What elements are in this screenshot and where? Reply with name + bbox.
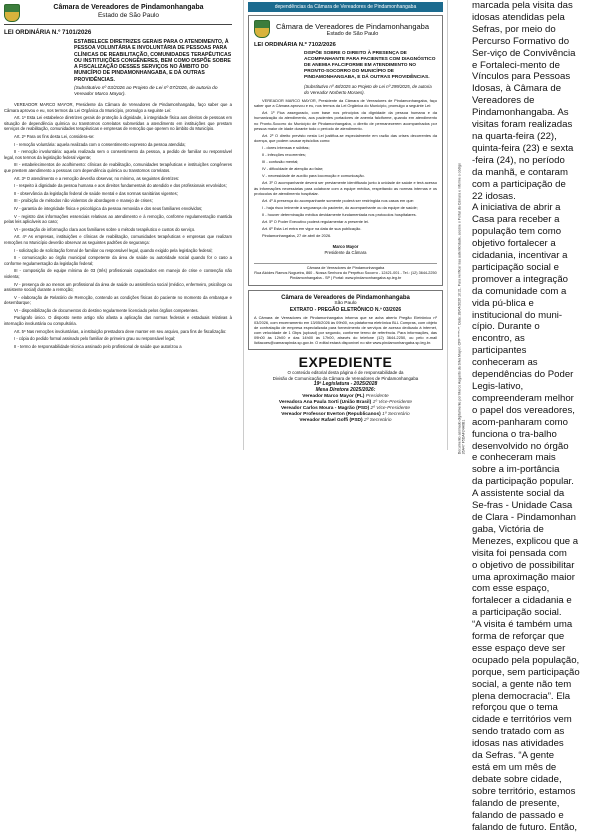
article-line: compreenderam melhor — [472, 392, 574, 404]
article-line: A iniciativa de abrir a — [472, 202, 561, 214]
law-title: LEI ORDINÁRIA N.º 7102/2026 — [254, 42, 336, 48]
law-paragraph: Art. 3º O atendimento e a remoção deverão observar, no mínimo, as seguintes diretrizes: — [14, 175, 180, 181]
article-line: com esse espaço, — [472, 583, 550, 595]
board-label: Mesa Diretora 2025/2026: — [315, 387, 376, 394]
article-line: Se-fras - Unidade Casa — [472, 500, 573, 512]
article-line: participantes — [472, 345, 527, 357]
article-line: vida pú-blica e — [472, 297, 534, 309]
left-column-law-7101 — [0, 0, 238, 450]
article-line: Vereadores de — [472, 95, 535, 107]
article-line: reforçou que o tema — [472, 702, 558, 714]
law-7102-box — [248, 15, 443, 286]
law-paragraph: II - termo de responsabilidade técnica assinado pelo profissional de saúde que autorizou a — [14, 343, 182, 349]
article-line: objetivo fortalecer a — [472, 238, 556, 250]
article-line: da comunidade com a — [472, 285, 567, 297]
board-member: Vereador Rafael Goffi (PSD) 2º Secretário — [299, 417, 392, 423]
expediente-title: EXPEDIENTE — [298, 354, 393, 371]
article-line: acom-panharam como — [472, 416, 568, 428]
article-line: Idosas, à Câmara de — [472, 83, 562, 95]
law-paragraph: I - cópia do pedido formal assinado pelo familiar de primeiro grau ou responsável legal; — [14, 336, 176, 342]
article-line: institucional do muni- — [472, 309, 563, 321]
expediente-section — [248, 354, 443, 423]
article-line: a participação social. — [472, 607, 562, 619]
article-line: uma aproximação maior — [472, 571, 575, 583]
law-paragraph: III - estabelecimentos de acolhimento: clínicas de reabilitação, comunidades terapêuticas e instituições congêneres que prestem atendimento a pessoas com dependência química ou transtornos correlatos. — [4, 162, 232, 174]
law-paragraph: III - composição de equipe mínima de 03 (três) profissionais capacitados em manejo de crise e contenção não violenta; — [4, 268, 232, 279]
article-line: Vínculos para Pessoas — [472, 71, 571, 83]
article-line: -feira (24), no período — [472, 154, 565, 166]
article-line: forma de reforçar que — [472, 631, 565, 643]
article-line: da Sefras. “A gente — [472, 750, 555, 762]
law-paragraph: V - elaboração de Relatório de Remoção, contendo as condições físicas do paciente no momento da embarque e desembarque; — [4, 294, 232, 306]
footer-line: Rua Alcides Ramos Nogueira, 860 - Nossa Senhora do Perpétuo Socorro - 12421-001 - Tel.: (12) 3644-2250 — [254, 271, 437, 276]
law-paragraph: IV - presença de ao menos um profissional da área de saúde ou assistência social (médico, enfermeiro, psicólogo ou assistente social) durante a remoção; — [4, 281, 232, 293]
law-substitute-note: (Substitutivo nº 03/2026 ao Projeto de Lei nº 07/2026, de autoria do Vereador Marco Mayor). — [74, 86, 218, 98]
city-crest-icon — [4, 4, 20, 22]
chamber-name: Câmara de Vereadores de Pindamonhangaba — [53, 4, 204, 11]
article-line: visitas foram realizadas — [472, 119, 573, 131]
article-line: promover a integração — [472, 273, 568, 285]
article-line: da manhã, e contaram — [472, 166, 568, 178]
law-paragraph: VEREADOR MARCO MAYOR, Presidente da Câmara de Vereadores de Pindamonhangaba, faço saber que a Câmara aprovou e eu, nos termos da Lei Orgânica do Município, promulgo a seguinte Lei: — [4, 102, 232, 113]
article-line: sobre a im-portância — [472, 464, 560, 476]
law-paragraph: II - houver determinação médica devidamente fundamentada nos protocolos hospitalares. — [262, 211, 417, 217]
article-line: gaba, Victória de — [472, 523, 544, 535]
article-line: participação social e — [472, 261, 559, 273]
article-line: encontro, as — [472, 333, 525, 345]
article-line: funciona o tra-balho — [472, 428, 557, 440]
law-body — [4, 102, 232, 349]
article-line: de Clara - Pindamonhan — [472, 511, 576, 523]
article-line: cípio. Durante o — [472, 321, 540, 333]
board-member: Vereador Marco Mayor (PL) Presidente — [302, 393, 389, 399]
extract-title: EXTRATO - PREGÃO ELETRÔNICO N.º 03/2026 — [289, 307, 402, 314]
right-column-article — [468, 0, 600, 833]
article-line: com a participação de — [472, 178, 566, 190]
law-paragraph: II - observância da legislação federal de saúde mental e das normas sanitárias vigentes; — [14, 190, 178, 196]
article-line: falando de passado e — [472, 809, 564, 821]
law-paragraph: VI - prestação de informação clara aos familiares sobre o método terapêutico e custos do serviço. — [14, 226, 196, 232]
law-paragraph: III - proibição de métodos não violentos de abordagem e manejo de crises; — [14, 198, 153, 204]
law-paragraph: I - remoção voluntária: aquela realizada com o consentimento expresso da pessoa atendida; — [14, 141, 186, 147]
law-paragraph: IV - garantia de integridade física e psicológica da pessoa removida e dos seus familiares envolvidos; — [14, 205, 203, 211]
law-paragraph: II - comunicação ao órgão municipal competente da área de saúde ou autoridade social quando for o caso a conforme regulamentação da legislação federal; — [4, 255, 232, 266]
expediente-line: Divisão de Comunicação da Câmara de Vereadores de Pindamonhangaba — [272, 375, 419, 381]
signature-block — [254, 244, 437, 255]
article-line: A assistente social da — [472, 488, 565, 500]
legislature-label: 19ª Legislatura - 2025/2028 — [313, 381, 378, 388]
article-line: dependências do Poder — [472, 369, 574, 381]
article-line: o objetivo de possibilitar — [472, 559, 575, 571]
article-line: está em um mês de — [472, 762, 557, 773]
article-body — [472, 0, 600, 833]
document-signature-strip — [452, 0, 466, 455]
article-line: idosas atendidas pela — [472, 11, 565, 23]
article-line: Legis-lativo, — [472, 381, 524, 392]
article-line: e Fortaleci-mento de — [472, 59, 560, 71]
law-paragraph: I - haja risco iminente à segurança do paciente, do acompanhante ou da equipe de saúde; — [262, 204, 418, 210]
law-summary: DISPÕE SOBRE O DIREITO À PRESENÇA DE ACOMPANHANTE PARA PACIENTES COM DIAGNÓSTICO DE ANEMIA FALCIFORME EM ATENDIMENTO NO PRONTO-SOCORRO DO MUNICÍPIO DE PINDAMONHANGABA, E DÁ OUTRAS PROVIDÊNCIAS. — [304, 51, 436, 80]
article-line: Percurso Formativo do — [472, 35, 570, 47]
article-line: visita foi pensada com — [472, 547, 567, 559]
law-paragraph: Art. 6º Esta Lei entra em vigor na data de sua publicação. — [262, 226, 362, 232]
law-paragraph: Art. 1º Esta Lei estabelece diretrizes gerais de proteção à dignidade, à integridade física aos direitos de pessoas em situação de dependência química ou transtornos correlatos submetidas a atendimento em instituições que prestam serviços de reabilitação, comunidades terapêuticas e empresas de remoção que operem no âmbito do Município. — [4, 115, 232, 132]
law-paragraph: V - necessidade de auxílio para locomoção e comunicação. — [262, 173, 365, 179]
article-line: cidadania, incentivar a — [472, 250, 568, 262]
signer-name: Marco Mayor — [332, 244, 359, 250]
law-paragraph: III - confusão mental; — [262, 159, 299, 165]
law-paragraph: IV - dificuldade de atenção ao falar; — [262, 166, 324, 172]
law-paragraph: II - remoção involuntária: aquela realizada sem o consentimento da pessoa, a pedido de familiar ou responsável legal, nos termos da legislação federal vigente; — [4, 149, 232, 160]
article-line: 22 idosas. — [472, 190, 516, 202]
article-line: marcada pela visita das — [472, 0, 573, 11]
article-line: esse espaço deve ser — [472, 642, 566, 654]
article-line: desenvolvido no órgão — [472, 440, 569, 452]
chamber-state: Estado de São Paulo — [326, 30, 379, 37]
law-paragraph: Art. 4º As empresas, instituições e clínicas de reabilitação, comunidades terapêuticas e empresas que realizam remoções no Município deverão observar as seguintes padrões de segurança: — [4, 234, 232, 245]
article-line: da participação popular. — [472, 476, 574, 488]
article-line: Sefras, por meio do — [472, 23, 556, 35]
article-line: “A visita é também uma — [472, 619, 573, 631]
article-line: idosas nas atividades — [472, 738, 564, 750]
extract-state: São Paulo — [334, 301, 357, 307]
article-line: sobre território, estamos — [472, 785, 576, 797]
article-line: população tem como — [472, 226, 562, 238]
article-line: quinta-feira (23) e sexta — [472, 142, 574, 154]
article-line: fortalecer a cidadania e — [472, 595, 572, 607]
article-line: cidade e territórios vem — [472, 714, 572, 726]
law-paragraph: Pindamonhangaba, 27 de abril de 2026. — [262, 233, 332, 239]
article-line: falando de futuro. Então, — [472, 821, 578, 833]
law-substitute-note: (Substitutivo nº 48/2025 ao Projeto de Lei nº 299/2025, de autoria do Vereador Norberto Moraes). — [304, 84, 432, 95]
law-paragraph: Art. 5º O Poder Executivo poderá regulamentar a presente lei. — [262, 218, 369, 224]
article-line: e conheceram mais — [472, 452, 556, 464]
law-summary: ESTABELECE DIRETRIZES GERAIS PARA O ATENDIMENTO, À PESSOA VOLUNTÁRIA E INVOLUNTÁRIA DE PESSOAS PARA CLÍNICAS DE REABILITAÇÃO, COMUNIDADES TERAPÊUTICAS OU INSTITUIÇÕES CONGÊNERES, BEM COMO DISPÕE SOBRE A FISCALIZAÇÃO DESSES SERVIÇOS NO ÂMBITO DO MUNICÍPIO DE PINDAMONHANGABA, E DÁ OUTRAS PROVIDÊNCIAS. — [74, 39, 232, 83]
law-paragraph: Art. 2º O direito previsto nesta Lei justifica-se especialmente em razão das crises decorrentes da doença, que podem causar episódios como: — [254, 132, 437, 143]
board-member: Vereadora Ana Paula Sorti (União Brasil) 1º Vice-Presidente — [278, 399, 413, 405]
extract-body: A Câmara de Vereadores de Pindamonhangaba informa que se acha aberto Pregão Eletrônico nº 03/2026, com encerramento em 13/05/2026 às 09h00, na plataforma eletrônica BLL Compras, com objeto de contratação de empresa especializada para fornecimento de serviços de acesso dedicado à internet, com velocidade de 1 Gbps (upload) por segundo, conforme termo de referência. Para informações, das 09h00 às 12h00 e das 14h00 às 17h00, através do telefone (12) 3644-2250, ou pelo e-mail licitacoes@camarapinda.sp.gov.br. O edital estará disponível no site www.pindamonhangaba.sp.leg.br. — [254, 315, 437, 346]
section-band: dependências da Câmara de Vereadores de Pindamonhangaba — [248, 2, 443, 12]
law-paragraph: Parágrafo único. O disposto neste artigo não afasta a aplicação das normas federais e estaduais relativas à internação involuntária ou compulsória. — [4, 315, 232, 327]
law-paragraph: Art. 2º Para os fins desta Lei, considera-se: — [14, 134, 95, 140]
chamber-header — [4, 4, 232, 25]
middle-column — [243, 0, 448, 450]
law-paragraph: Art. 3º O acompanhante deverá ser previamente identificado junto à unidade de saúde e terá acesso às informações necessárias para colaborar com a equipe médica, respeitando as normas internas e os protocolos de atendimento hospitalar. — [254, 180, 437, 196]
article-line: o papel dos vereadores, — [472, 404, 575, 416]
board-member: Vereador Professor Everton (Republicanos) 1º Secretário — [281, 411, 410, 417]
law-paragraph: I - respeito à dignidade da pessoa humana e aos direitos fundamentais do atendido e dos profissionais envolvidos; — [14, 183, 227, 189]
extract-chamber-name: Câmara de Vereadores de Pindamonhangaba — [281, 295, 410, 302]
footer-line: Câmara de Vereadores de Pindamonhangaba — [306, 266, 385, 271]
chamber-name: Câmara de Vereadores de Pindamonhangaba — [276, 21, 430, 31]
signer-role: Presidente da Câmara — [324, 249, 367, 255]
article-line: social, a gente não tem — [472, 678, 572, 690]
footer-line: Pindamonhangaba - SP | Portal: www.pindamonhangaba.sp.leg.br — [289, 276, 402, 281]
city-crest-icon — [254, 20, 270, 38]
article-line: Menezes, explicou que a — [472, 535, 579, 547]
article-line: na quarta-feira (22), — [472, 130, 557, 142]
extract-box — [248, 290, 443, 350]
chamber-state: Estado de São Paulo — [97, 12, 160, 19]
article-line: plena democracia”. Ela — [472, 690, 571, 702]
article-line: sendo tratado com as — [472, 726, 565, 738]
law-paragraph: V - registro das informações essenciais relativas ao atendimento e à remoção, conforme regulamentação mantida pelas leis aplicáveis ao caso; — [4, 213, 232, 225]
article-line: Pindamonhangaba. As — [472, 107, 569, 119]
article-line: debate sobre cidade, — [472, 773, 562, 785]
article-line: Ser-viço de Convivência — [472, 47, 576, 59]
law-paragraph: Art. 1º Fica assegurado, com base nos princípios da dignidade da pessoa humana e da humanização do atendimento, aos pacientes portadores de anemia falciforme, quando em atendimento no Pronto-Socorro do Município de Pindamonhangaba, o direito de permanecerem acompanhados por pessoa maior de idade durante todo o período de atendimento. — [254, 110, 437, 131]
law-paragraph: Art. 5º Nas remoções involuntárias, a instituição prestadora deve manter em seu arquivo, para fins de fiscalização: — [14, 328, 227, 334]
law-paragraph: I - solicitação de solicitação formal de familiar ou responsável legal, quando exigido pela legislação federal; — [14, 247, 213, 253]
article-line: falando de presente, — [472, 797, 560, 809]
digital-signature-text: Documento assinado digitalmente por Marco Augusto da Silva Mayor. CPF *****-**. Data: 28/04/2026 10:21. Para verificar sua autenticidade, acesse o Portal da Câmara e informe o código 26A47 F5DAF24A6B1 — [457, 163, 466, 455]
law-paragraph: VI - disponibilização de documentos do destino regularmente licenciado pelos órgãos competentes. — [14, 307, 199, 313]
article-line: Casa para receber a — [472, 214, 560, 226]
law-paragraph: II - infecções recorrentes; — [262, 152, 306, 158]
board-member: Vereador Carlos Moura - Magrão (PSD) 2º Vice-Presidente — [280, 405, 411, 411]
article-line: porque, sem participação — [472, 666, 580, 678]
article-line: ocupado pela população, — [472, 654, 580, 666]
box-footer — [254, 263, 437, 281]
law-paragraph: I - dores intensas e súbitas; — [262, 144, 310, 150]
law-title: LEI ORDINÁRIA N.º 7101/2026 — [4, 29, 92, 36]
law-paragraph: Art. 4º A presença do acompanhante somente poderá ser restringida nos casos em que: — [262, 197, 414, 203]
article-line: conheceram as — [472, 357, 538, 369]
expediente-line: O conteúdo editorial desta página é de responsabilidade da — [287, 370, 404, 376]
law-paragraph: VEREADOR MARCO MAYOR, Presidente da Câmara de Vereadores de Pindamonhangaba, faço saber que a Câmara aprovou e eu, nos termos da Lei Orgânica do Município, promulgo a seguinte Lei: — [254, 98, 437, 109]
